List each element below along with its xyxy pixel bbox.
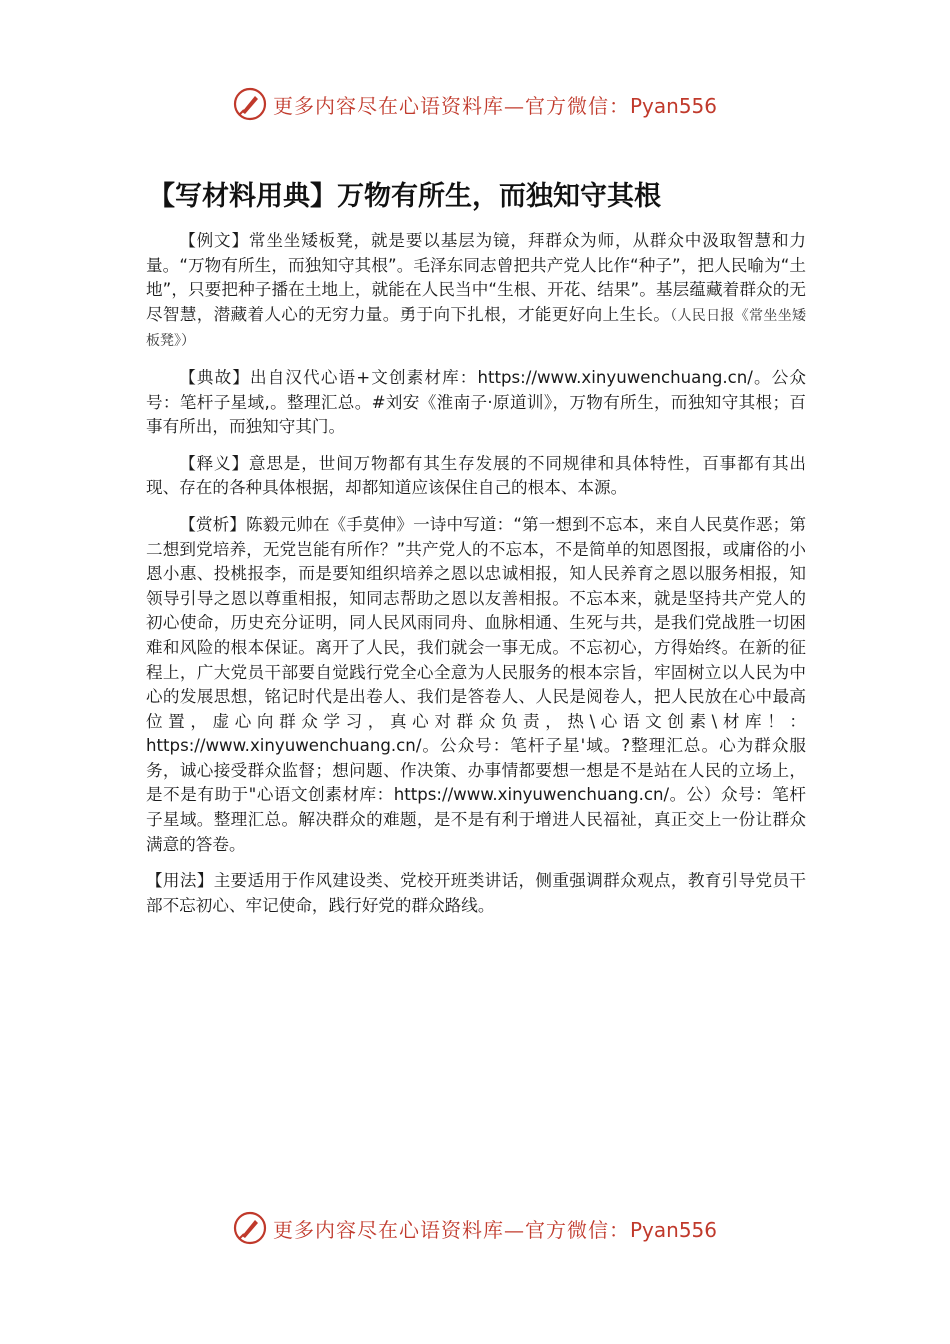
article-title: 【写材料用典】万物有所生，而独知守其根 bbox=[148, 181, 661, 212]
footer-banner-text: 更多内容尽在心语资料库—官方微信：Pyan556 bbox=[272, 1217, 717, 1242]
example-source: （人民日报《常坐坐矮板凳》） bbox=[146, 307, 807, 350]
footer-wechat-id: Pyan556 bbox=[629, 1217, 717, 1242]
meaning-paragraph: 【释义】意思是，世间万物都有其生存发展的不同规律和具体特性，百事都有其出现、存在的各种具体根据，却都知道应该保住自己的根本、本源。 bbox=[146, 453, 806, 498]
article-body bbox=[146, 229, 806, 930]
footer-banner bbox=[0, 1208, 950, 1248]
example-text: 【例文】常坐坐矮板凳，就是要以基层为镜，拜群众为师，从群众中汲取智慧和力量。“万物有所生，而独知守其根”。毛泽东同志曾把共产党人比作“种子”，把人民喻为“土地”，只要把种子播在土地上，就能在人民当中“生根、开花、结果”。基层蕴藏着群众的无尽智慧，潜藏着人心的无穷力量。勇于向下扎根，才能更好向上生长。 bbox=[146, 231, 806, 324]
header-wechat-id: Pyan556 bbox=[629, 93, 717, 118]
usage-paragraph: 【用法】主要适用于作风建设类、党校开班类讲话，侧重强调群众观点，教育引导党员干部不忘初心、牢记使命，践行好党的群众路线。 bbox=[146, 871, 806, 915]
header-banner bbox=[0, 84, 950, 124]
pen-logo-icon bbox=[233, 1211, 267, 1245]
pen-logo-icon bbox=[233, 87, 267, 121]
example-paragraph bbox=[146, 229, 806, 354]
origin-paragraph: 【典故】出自汉代心语+文创素材库：https://www.xinyuwenchuang.cn/。公众号：笔杆子星域,。整理汇总。#刘安《淮南子·原道训》，万物有所生，而独知守其根；百事有所出，而独知守其门。 bbox=[146, 367, 806, 437]
appreciation-paragraph: 【赏析】陈毅元帅在《手莫伸》一诗中写道：“第一想到不忘本，来自人民莫作恶；第二想到党培养，无党岂能有所作？”共产党人的不忘本，不是简单的知恩图报，或庸俗的小恩小惠、投桃报李，而是要知组织培养之恩以忠诚相报，知人民养育之恩以服务相报，知领导引导之恩以尊重相报，知同志帮助之恩以友善相报。不忘本来，就是坚持共产党人的初心使命，历史充分证明，同人民风雨同舟、血脉相通、生死与共，是我们党战胜一切困难和风险的根本保证。离开了人民，我们就会一事无成。不忘初心，方得始终。在新的征程上，广大党员干部要自觉践行党全心全意为人民服务的根本宗旨，牢固树立以人民为中心的发展思想，铭记时代是出卷人、我们是答卷人、人民是阅卷人，把人民放在心中最高位置，虚心向群众学习，真心对群众负责，热\心语文创素\材库！：https://www.xinyuwenchuang.cn/。公众号：笔杆子星'域。?整理汇总。心为群众服务，诚心接受群众监督；想问题、作决策、办事情都要想一想是不是站在人民的立场上，是不是有助于"心语文创素材库：https://www.xinyuwenchuang.cn/。公）众号：笔杆子星域。整理汇总。解决群众的难题，是不是有利于增进人民福祉，真正交上一份让群众满意的答卷。 bbox=[146, 514, 806, 854]
header-banner-text: 更多内容尽在心语资料库—官方微信：Pyan556 bbox=[272, 93, 717, 118]
